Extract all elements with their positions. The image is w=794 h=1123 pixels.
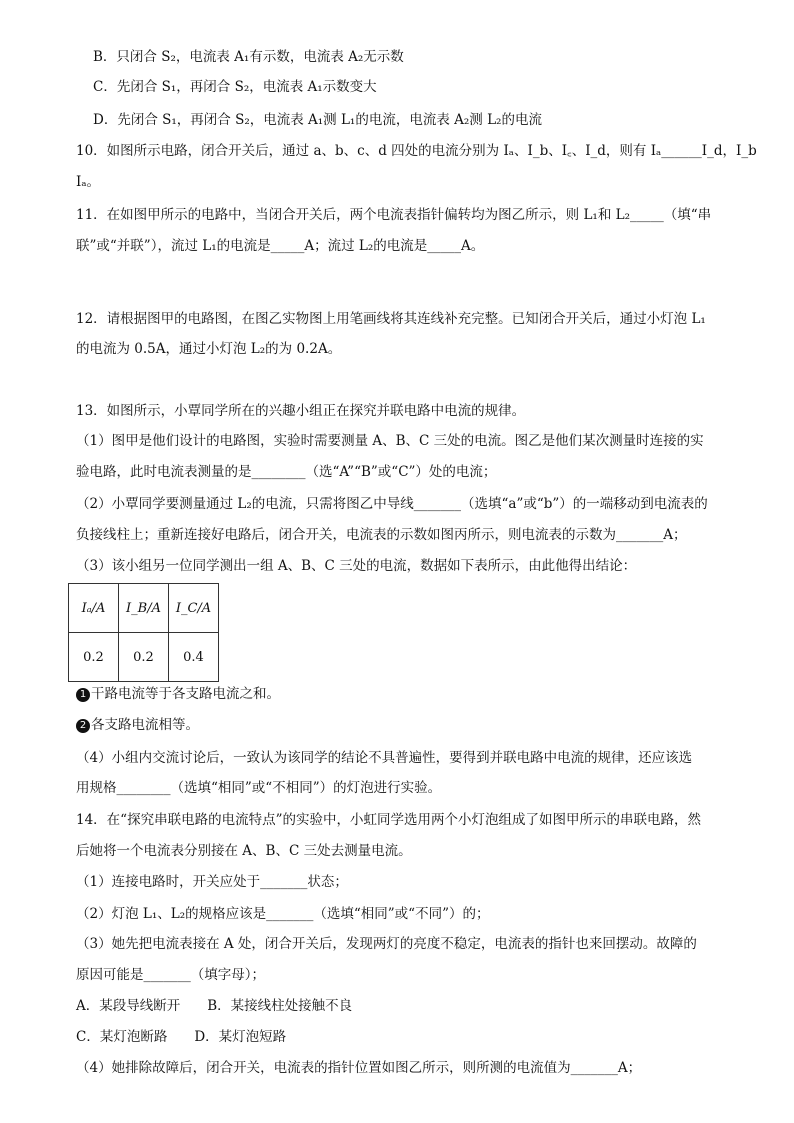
question-14-part-1: （1）连接电路时，开关应处于_______状态； xyxy=(76,874,348,890)
question-12-line-2: 的电流为 0.5A，通过小灯泡 L₂的为 0.2A。 xyxy=(76,341,342,357)
question-13-part-3: （3）该小组另一位同学测出一组 A、B、C 三处的电流，数据如下表所示，由此他得出结论： xyxy=(76,558,637,574)
table-cell-ic: 0.4 xyxy=(169,633,219,682)
question-13-part-1-line-1: （1）图甲是他们设计的电路图，实验时需要测量 A、B、C 三处的电流。图乙是他们某次测量时连接的实 xyxy=(76,433,704,449)
question-14-part-3-line-2: 原因可能是_______（填字母）； xyxy=(76,967,265,983)
question-14-options-ab: A．某段导线断开 B．某接线柱处接触不良 xyxy=(76,998,353,1014)
option-b: B．只闭合 S₂，电流表 A₁有示数，电流表 A₂无示数 xyxy=(93,49,404,65)
table-header-row xyxy=(69,584,219,633)
question-14-line-2: 后她将一个电流表分别接在 A、B、C 三处去测量电流。 xyxy=(76,843,412,859)
conclusion-2 xyxy=(76,715,718,735)
question-11-line-1: 11．在如图甲所示的电路中，当闭合开关后，两个电流表指针偏转均为图乙所示，则 L₁和 L₂_____（填“串 xyxy=(76,207,712,223)
conclusion-1 xyxy=(76,684,718,704)
question-10-line-1: 10．如图所示电路，闭合开关后，通过 a、b、c、d 四处的电流分别为 Iₐ、I_b、I꜀、I_d，则有 Iₐ______I_d，I_b xyxy=(76,143,757,159)
question-13-part-4-line-2: 用规格________（选填“相同”或“不相同”）的灯泡进行实验。 xyxy=(76,780,442,796)
question-13-part-2-line-1: （2）小覃同学要测量通过 L₂的电流，只需将图乙中导线_______（选填“a”或“b”）的一端移动到电流表的 xyxy=(76,496,708,512)
question-13-part-4-line-1: （4）小组内交流讨论后，一致认为该同学的结论不具普遍性，要得到并联电路中电流的规律，还应该选 xyxy=(76,750,693,766)
conclusion-1-text: 干路电流等于各支路电流之和。 xyxy=(91,686,280,702)
question-11-line-2: 联”或“并联”），流过 L₁的电流是_____A；流过 L₂的电流是_____A。 xyxy=(76,238,485,254)
question-13-title: 13．如图所示，小覃同学所在的兴趣小组正在探究并联电路中电流的规律。 xyxy=(76,403,526,419)
option-c: C．先闭合 S₁，再闭合 S₂，电流表 A₁示数变大 xyxy=(93,79,377,95)
conclusion-2-text: 各支路电流相等。 xyxy=(91,717,199,733)
circled-number-1: 1 xyxy=(76,688,90,702)
question-12-line-1: 12．请根据图甲的电路图，在图乙实物图上用笔画线将其连线补充完整。已知闭合开关后，通过小灯泡 L₁ xyxy=(76,311,706,327)
question-14-part-4: （4）她排除故障后，闭合开关，电流表的指针位置如图乙所示，则所测的电流值为_______A； xyxy=(76,1060,642,1076)
table-cell-ia: 0.2 xyxy=(69,633,119,682)
circled-number-2: 2 xyxy=(76,719,90,733)
question-13-part-2-line-2: 负接线柱上；重新连接好电路后，闭合开关，电流表的示数如图丙所示，则电流表的示数为_______A； xyxy=(76,527,687,543)
table-header-ia: Iₐ/A xyxy=(69,584,119,633)
table-header-ib: I_B/A xyxy=(119,584,169,633)
question-14-part-2: （2）灯泡 L₁、L₂的规格应该是_______（选填“相同”或“不同”）的； xyxy=(76,906,490,922)
table-row xyxy=(69,633,219,682)
current-data-table xyxy=(68,583,219,682)
option-d: D．先闭合 S₁，再闭合 S₂，电流表 A₁测 L₁的电流，电流表 A₂测 L₂的电流 xyxy=(93,112,542,128)
table-cell-ib: 0.2 xyxy=(119,633,169,682)
question-13-part-1-line-2: 验电路，此时电流表测量的是________（选“A”“B”或“C”）处的电流； xyxy=(76,464,497,480)
question-10-line-2: Iₐ。 xyxy=(76,174,101,190)
question-14-line-1: 14．在“探究串联电路的电流特点”的实验中，小虹同学选用两个小灯泡组成了如图甲所示的串联电路，然 xyxy=(76,812,701,828)
question-14-part-3-line-1: （3）她先把电流表接在 A 处，闭合开关后，发现两灯的亮度不稳定，电流表的指针也来回摆动。故障的 xyxy=(76,936,697,952)
table-header-ic: I_C/A xyxy=(169,584,219,633)
question-14-options-cd: C．某灯泡断路 D．某灯泡短路 xyxy=(76,1029,287,1045)
